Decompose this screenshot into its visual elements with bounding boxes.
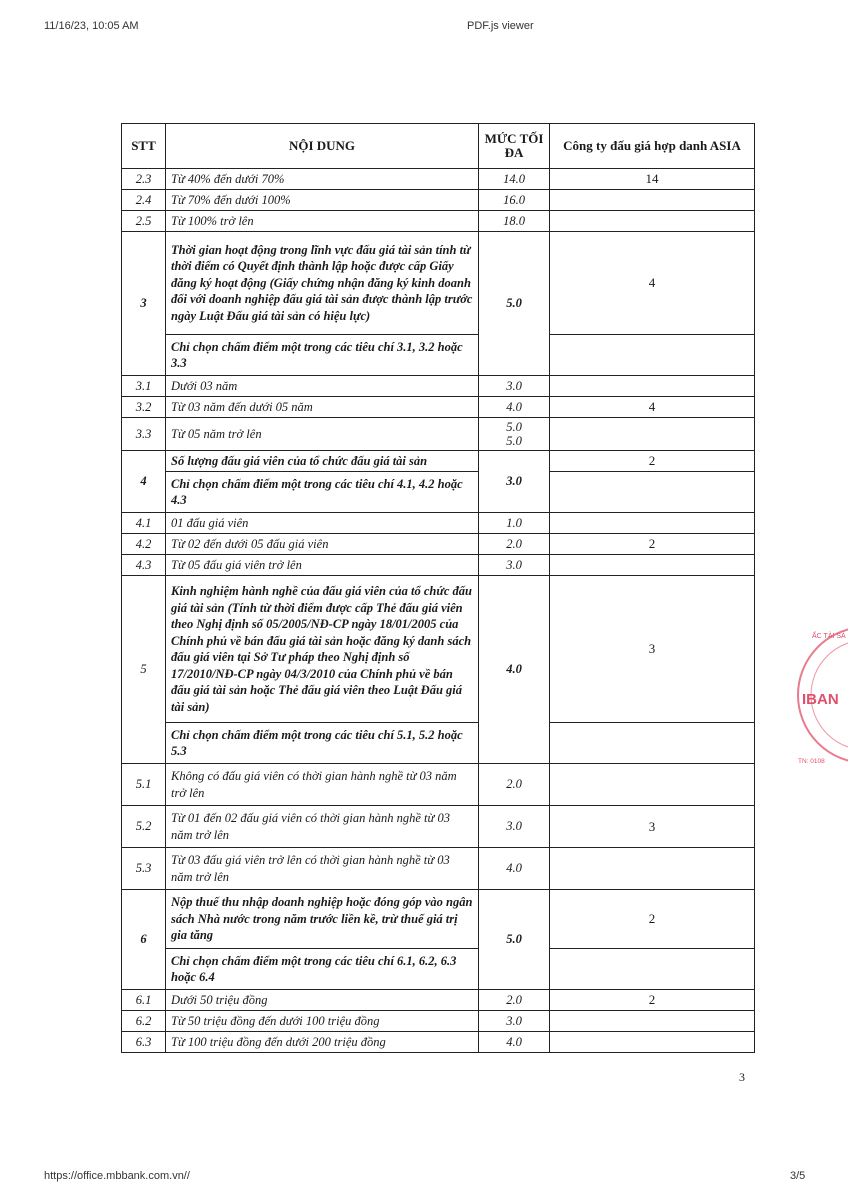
row-max: 3.0: [479, 451, 550, 513]
table-row: [122, 513, 755, 534]
row-note: Chỉ chọn chấm điểm một trong các tiêu chí 5.1, 5.2 hoặc 5.3: [166, 723, 479, 764]
row-score: [550, 1011, 755, 1032]
row-stt: 2.5: [122, 211, 166, 232]
row-stt: 6.1: [122, 990, 166, 1011]
row-stt: 3.1: [122, 376, 166, 397]
row-max: 3.0: [479, 555, 550, 576]
row-score: 2: [550, 990, 755, 1011]
stamp-text-mid: IBAN: [802, 691, 839, 708]
table-row: [122, 848, 755, 890]
row-content: 01 đấu giá viên: [166, 513, 479, 534]
row-stt: 5.1: [122, 764, 166, 806]
row-max: 2.0: [479, 764, 550, 806]
row-stt: 2.3: [122, 169, 166, 190]
row-max: 5.0: [479, 890, 550, 990]
table-row: [122, 534, 755, 555]
row-content: Từ 100 triệu đồng đến dưới 200 triệu đồng: [166, 1032, 479, 1053]
row-stt: 4.3: [122, 555, 166, 576]
row-stt: 3.3: [122, 418, 166, 451]
row-max-value: 5.0: [506, 419, 522, 434]
row-max: 18.0: [479, 211, 550, 232]
row-content: Từ 70% đến dưới 100%: [166, 190, 479, 211]
row-max: 4.0: [479, 576, 550, 764]
row-content: Số lượng đấu giá viên của tổ chức đấu giá tài sản: [166, 451, 479, 472]
row-stt: 6.3: [122, 1032, 166, 1053]
table-row: [122, 1011, 755, 1032]
row-max: 16.0: [479, 190, 550, 211]
table-row: [122, 472, 755, 513]
row-score: [550, 190, 755, 211]
row-score: [550, 513, 755, 534]
table-row: [122, 190, 755, 211]
row-score: 2: [550, 451, 755, 472]
row-content: Dưới 03 năm: [166, 376, 479, 397]
row-max: 3.0: [479, 1011, 550, 1032]
row-content: Từ 05 đấu giá viên trở lên: [166, 555, 479, 576]
row-content: Thời gian hoạt động trong lĩnh vực đấu giá tài sản tính từ thời điểm có Quyết định thành lập hoặc được cấp Giấy đăng ký hoạt động (Giấy chứng nhận đăng ký kinh doanh đối với doanh nghiệp đấu giá tài sản được thành lập trước ngày Luật Đấu giá tài sản có hiệu lực): [166, 232, 479, 335]
row-stt: 4.1: [122, 513, 166, 534]
row-max: 3.0: [479, 376, 550, 397]
row-score: [550, 949, 755, 990]
row-max: 1.0: [479, 513, 550, 534]
table-row: [122, 169, 755, 190]
row-max-value: 5.0: [506, 434, 522, 448]
row-stt: 6.2: [122, 1011, 166, 1032]
table-row: [122, 451, 755, 472]
row-note: Chỉ chọn chấm điểm một trong các tiêu chí 3.1, 3.2 hoặc 3.3: [166, 335, 479, 376]
row-max: 4.0: [479, 1032, 550, 1053]
table-row: [122, 555, 755, 576]
header-stt: STT: [122, 124, 166, 169]
table-row: [122, 949, 755, 990]
table-row: [122, 576, 755, 723]
print-datetime: 11/16/23, 10:05 AM: [44, 20, 139, 32]
table-row: [122, 764, 755, 806]
row-content: Từ 03 đấu giá viên trở lên có thời gian hành nghề từ 03 năm trở lên: [166, 848, 479, 890]
row-note: Chỉ chọn chấm điểm một trong các tiêu chí 6.1, 6.2, 6.3 hoặc 6.4: [166, 949, 479, 990]
row-note: Chỉ chọn chấm điểm một trong các tiêu chí 4.1, 4.2 hoặc 4.3: [166, 472, 479, 513]
row-score: [550, 555, 755, 576]
row-max: 4.0: [479, 397, 550, 418]
row-score: [550, 472, 755, 513]
table-row: [122, 418, 755, 451]
stamp-text-bottom: TN: 0108: [798, 758, 825, 765]
row-content: Nộp thuế thu nhập doanh nghiệp hoặc đóng góp vào ngân sách Nhà nước trong năm trước liền kề, trừ thuế giá trị gia tăng: [166, 890, 479, 949]
table-row: [122, 397, 755, 418]
table-row: [122, 890, 755, 949]
row-stt: 6: [122, 890, 166, 990]
row-max: 2.0: [479, 990, 550, 1011]
row-score: [550, 848, 755, 890]
row-stt: 5.3: [122, 848, 166, 890]
row-content: Từ 40% đến dưới 70%: [166, 169, 479, 190]
page-number: 3: [739, 1070, 745, 1084]
row-stt: 4.2: [122, 534, 166, 555]
table-row: [122, 335, 755, 376]
row-score: [550, 418, 755, 451]
row-score: [550, 723, 755, 764]
row-score: [550, 1032, 755, 1053]
row-score: [550, 211, 755, 232]
row-content: Dưới 50 triệu đồng: [166, 990, 479, 1011]
row-stt: 5: [122, 576, 166, 764]
row-content: Từ 02 đến dưới 05 đấu giá viên: [166, 534, 479, 555]
row-max: 14.0: [479, 169, 550, 190]
table-row: [122, 806, 755, 848]
row-max: 2.0: [479, 534, 550, 555]
row-stt: 3: [122, 232, 166, 376]
row-score: 2: [550, 890, 755, 949]
row-content: Kinh nghiệm hành nghề của đấu giá viên của tổ chức đấu giá tài sản (Tính từ thời điểm được cấp Thẻ đấu giá viên theo Nghị định số 05/2005/NĐ-CP ngày 18/01/2005 của Chính phủ về bán đấu giá tài sản hoặc đăng ký danh sách đấu giá viên tại Sở Tư pháp theo Nghị định số 17/2010/NĐ-CP ngày 04/3/2010 của Chính phủ về bán đấu giá tài sản hoặc Thẻ đấu giá viên theo Luật Đấu giá tài sản): [166, 576, 479, 723]
row-score: 14: [550, 169, 755, 190]
row-stt: 2.4: [122, 190, 166, 211]
page-url: https://office.mbbank.com.vn//: [44, 1170, 190, 1182]
row-content: Không có đấu giá viên có thời gian hành nghề từ 03 năm trở lên: [166, 764, 479, 806]
row-content: Từ 05 năm trở lên: [166, 418, 479, 451]
row-max: 5.0: [479, 232, 550, 376]
row-score: [550, 764, 755, 806]
row-content: Từ 03 năm đến dưới 05 năm: [166, 397, 479, 418]
header-organization: Công ty đấu giá hợp danh ASIA: [550, 124, 755, 169]
row-score: 2: [550, 534, 755, 555]
header-content: NỘI DUNG: [166, 124, 479, 169]
row-content: Từ 50 triệu đồng đến dưới 100 triệu đồng: [166, 1011, 479, 1032]
row-stt: 5.2: [122, 806, 166, 848]
stamp-text-top: ẤC TÀI SẢ: [812, 633, 846, 640]
row-max: 4.0: [479, 848, 550, 890]
row-score: 4: [550, 397, 755, 418]
table-header-row: [122, 124, 755, 169]
row-score: 4: [550, 232, 755, 335]
row-content: Từ 01 đến 02 đấu giá viên có thời gian hành nghề từ 03 năm trở lên: [166, 806, 479, 848]
table-row: [122, 990, 755, 1011]
viewer-title: PDF.js viewer: [467, 20, 534, 32]
table-row: [122, 723, 755, 764]
company-stamp: [796, 615, 848, 775]
table-row: [122, 211, 755, 232]
row-score: [550, 376, 755, 397]
header-max: MỨC TỐI ĐA: [479, 124, 550, 169]
row-max: [479, 418, 550, 451]
row-max: 3.0: [479, 806, 550, 848]
row-stt: 4: [122, 451, 166, 513]
row-stt: 3.2: [122, 397, 166, 418]
row-score: 3: [550, 576, 755, 723]
table-row: [122, 376, 755, 397]
table-row: [122, 232, 755, 335]
row-score: [550, 335, 755, 376]
criteria-table: [121, 123, 755, 1053]
row-score: 3: [550, 806, 755, 848]
row-content: Từ 100% trở lên: [166, 211, 479, 232]
page-indicator: 3/5: [790, 1170, 806, 1182]
table-row: [122, 1032, 755, 1053]
